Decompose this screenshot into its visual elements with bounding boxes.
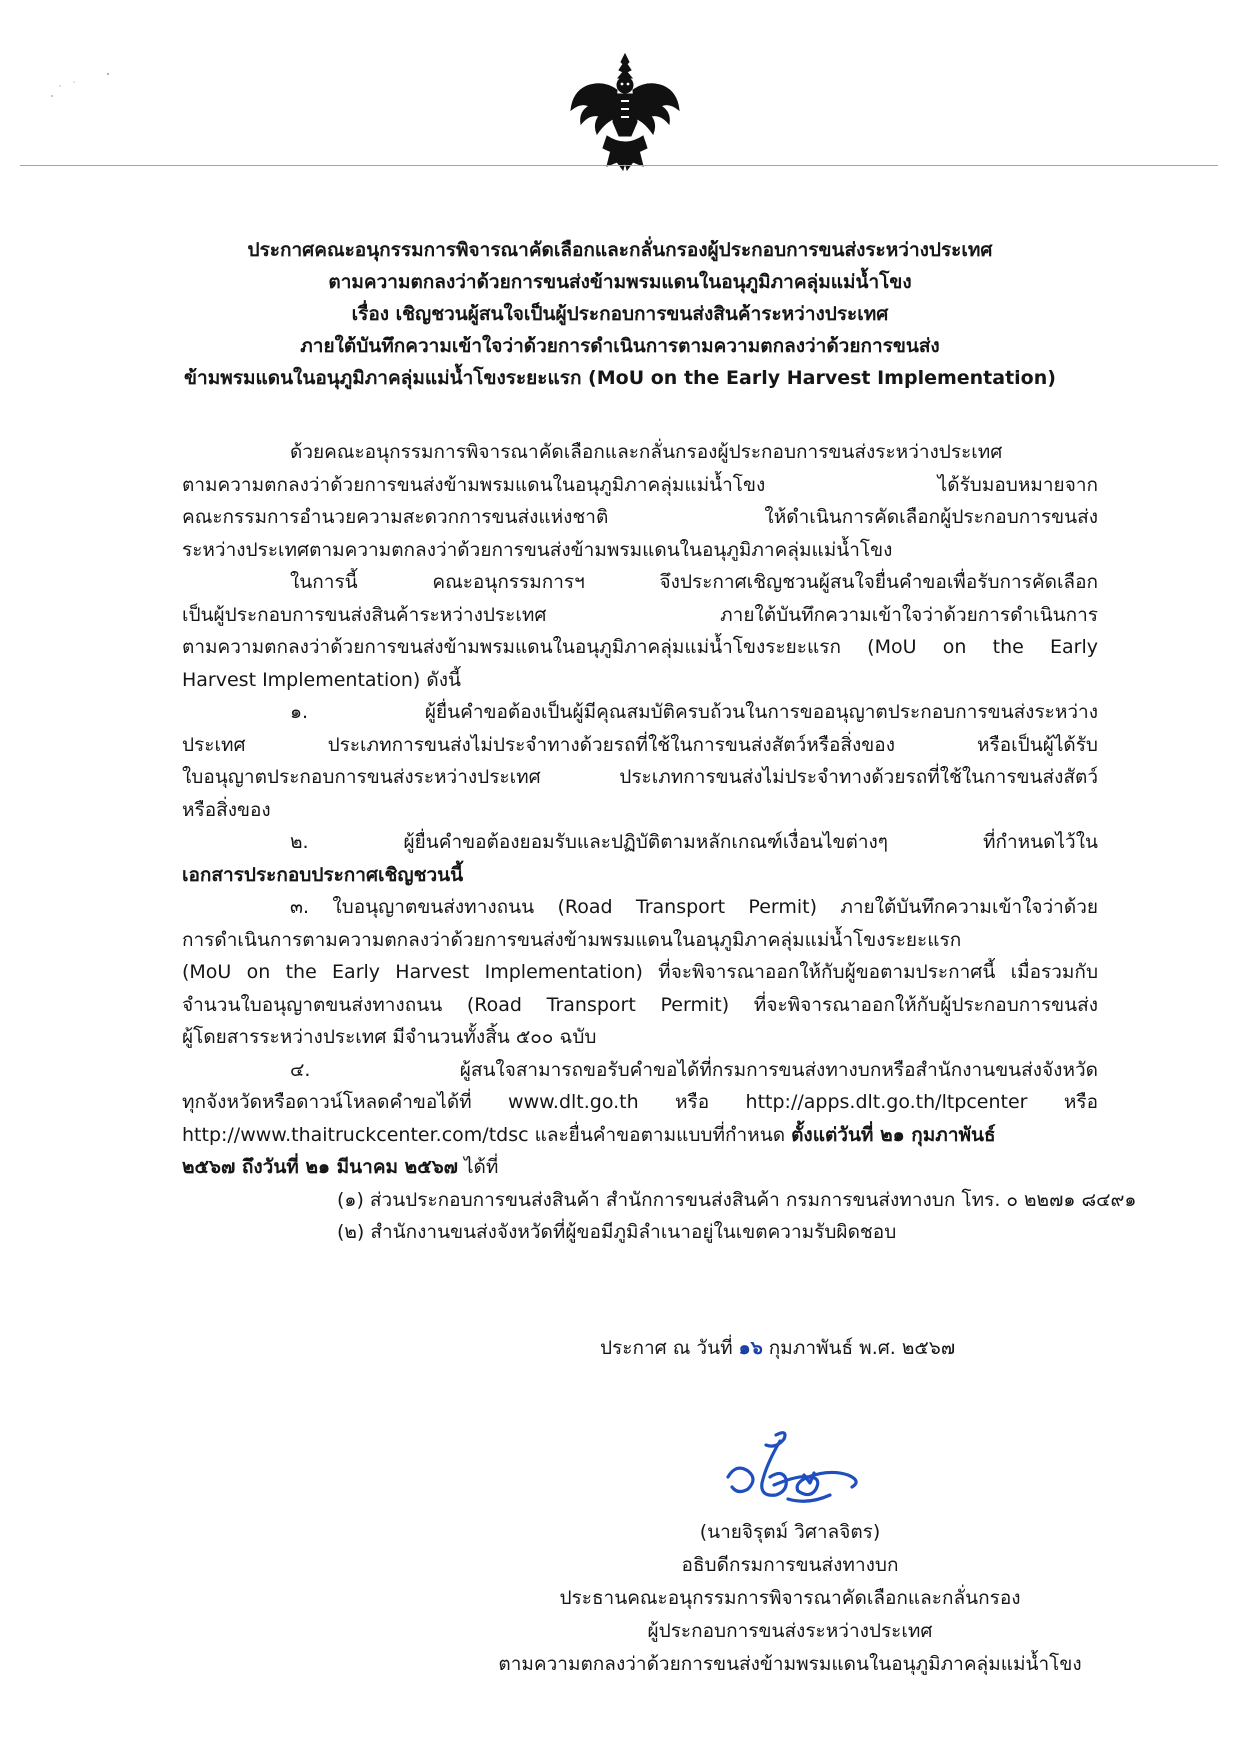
signer-position: อธิบดีกรมการขนส่งทางบก — [681, 1554, 899, 1576]
body-line — [182, 1151, 1098, 1184]
contact-item: (๑) ส่วนประกอบการขนส่งสินค้า สำนักการขนส่งสินค้า กรมการขนส่งทางบก โทร. ๐ ๒๒๗๑ ๘๔๙๑ — [337, 1188, 1137, 1211]
body-line: ในการนี้ คณะอนุกรรมการฯ จึงประกาศเชิญชวนผู้สนใจยื่นคำขอเพื่อรับการคัดเลือก — [290, 571, 1098, 593]
body-line: จำนวนใบอนุญาตขนส่งทางถนน (Road Transport Permit) ที่จะพิจารณาออกให้กับผู้ประกอบการขนส่ง — [182, 993, 1098, 1016]
title-line: ประกาศคณะอนุกรรมการพิจารณาคัดเลือกและกลั่นกรองผู้ประกอบการขนส่งระหว่างประเทศ — [247, 239, 993, 261]
signature — [718, 1425, 868, 1515]
signer-position: ประธานคณะอนุกรรมการพิจารณาคัดเลือกและกลั่นกรอง — [559, 1587, 1021, 1609]
body-line: ทุกจังหวัดหรือดาวน์โหลดคำขอได้ที่ www.dlt.go.th หรือ http://apps.dlt.go.th/ltpcenter หรือ — [182, 1091, 1098, 1113]
deadline-end: ๒๕๖๗ ถึงวันที่ ๒๑ มีนาคม ๒๕๖๗ — [182, 1156, 458, 1178]
body-line: การดำเนินการตามความตกลงว่าด้วยการขนส่งข้ามพรมแดนในอนุภูมิภาคลุ่มแม่น้ำโขงระยะแรก — [182, 928, 962, 951]
announce-date — [600, 1333, 955, 1363]
body-line: ๒. ผู้ยื่นคำขอต้องยอมรับและปฏิบัติตามหลักเกณฑ์เงื่อนไขต่างๆ ที่กำหนดไว้ใน — [290, 831, 1098, 853]
signer-position: ผู้ประกอบการขนส่งระหว่างประเทศ — [647, 1620, 933, 1642]
body-line — [182, 1119, 1098, 1152]
body-line: ผู้โดยสารระหว่างประเทศ มีจำนวนทั้งสิ้น ๕๐๐ ฉบับ — [182, 1026, 597, 1048]
body-text: http://www.thaitruckcenter.com/tdsc และยื่นคำขอตามแบบที่กำหนด — [182, 1123, 792, 1146]
scan-specks — [44, 64, 134, 104]
signer-name: (นายจิรุตม์ วิศาลจิตร) — [699, 1521, 881, 1543]
body-line: ๔. ผู้สนใจสามารถขอรับคำขอได้ที่กรมการขนส่งทางบกหรือสำนักงานขนส่งจังหวัด — [290, 1058, 1098, 1081]
body-line: ตามความตกลงว่าด้วยการขนส่งข้ามพรมแดนในอนุภูมิภาคลุ่มแม่น้ำโขงระยะแรก (MoU on the Early — [182, 636, 1098, 658]
body-line: ระหว่างประเทศตามความตกลงว่าด้วยการขนส่งข้ามพรมแดนในอนุภูมิภาคลุ่มแม่น้ำโขง — [182, 538, 893, 561]
contact-item: (๒) สำนักงานขนส่งจังหวัดที่ผู้ขอมีภูมิลำเนาอยู่ในเขตความรับผิดชอบ — [337, 1221, 897, 1243]
body-line: ๓. ใบอนุญาตขนส่งทางถนน (Road Transport Permit) ภายใต้บันทึกความเข้าใจว่าด้วย — [290, 896, 1098, 918]
body-line: เป็นผู้ประกอบการขนส่งสินค้าระหว่างประเทศ ภายใต้บันทึกความเข้าใจว่าด้วยการดำเนินการ — [182, 603, 1098, 626]
body-line: ประเทศ ประเภทการขนส่งไม่ประจำทางด้วยรถที่ใช้ในการขนส่งสัตว์หรือสิ่งของ หรือเป็นผู้ได้รับ — [182, 733, 1098, 756]
title-line: ภายใต้บันทึกความเข้าใจว่าด้วยการดำเนินการตามความตกลงว่าด้วยการขนส่ง — [300, 335, 940, 357]
body-line: คณะกรรมการอำนวยความสะดวกการขนส่งแห่งชาติ ให้ดำเนินการคัดเลือกผู้ประกอบการขนส่ง — [182, 506, 1098, 528]
body-line: Harvest Implementation) ดังนี้ — [182, 668, 461, 691]
body-line: ตามความตกลงว่าด้วยการขนส่งข้ามพรมแดนในอนุภูมิภาคลุ่มแม่น้ำโขง ได้รับมอบหมายจาก — [182, 473, 1098, 496]
document-title — [150, 234, 1090, 394]
body-line: ใบอนุญาตประกอบการขนส่งระหว่างประเทศ ประเภทการขนส่งไม่ประจำทางด้วยรถที่ใช้ในการขนส่งสัตว์ — [182, 766, 1098, 788]
garuda-emblem-icon — [567, 52, 683, 172]
title-line: ตามความตกลงว่าด้วยการขนส่งข้ามพรมแดนในอนุภูมิภาคลุ่มแม่น้ำโขง — [328, 271, 912, 293]
title-line: เรื่อง เชิญชวนผู้สนใจเป็นผู้ประกอบการขนส่งสินค้าระหว่างประเทศ — [351, 303, 889, 325]
document-body — [182, 436, 1137, 1249]
date-prefix: ประกาศ ณ วันที่ — [600, 1337, 739, 1359]
body-line: เอกสารประกอบประกาศเชิญชวนนี้ — [182, 863, 464, 886]
signer-block — [470, 1516, 1110, 1681]
body-line: (MoU on the Early Harvest Implementation) ที่จะพิจารณาออกให้กับผู้ขอตามประกาศนี้ เมื่อรวมกับ — [182, 961, 1098, 983]
body-line: หรือสิ่งของ — [182, 798, 271, 821]
date-day: ๑๖ — [738, 1337, 763, 1359]
body-text: ได้ที่ — [457, 1156, 499, 1178]
header-rule — [20, 165, 1218, 166]
title-line: ข้ามพรมแดนในอนุภูมิภาคลุ่มแม่น้ำโขงระยะแรก (MoU on the Early Harvest Implementation) — [184, 367, 1056, 389]
body-line: ด้วยคณะอนุกรรมการพิจารณาคัดเลือกและกลั่นกรองผู้ประกอบการขนส่งระหว่างประเทศ — [290, 441, 1003, 463]
deadline-start: ตั้งแต่วันที่ ๒๑ กุมภาพันธ์ — [791, 1123, 996, 1146]
body-line: ๑. ผู้ยื่นคำขอต้องเป็นผู้มีคุณสมบัติครบถ้วนในการขออนุญาตประกอบการขนส่งระหว่าง — [290, 701, 1098, 723]
signer-position: ตามความตกลงว่าด้วยการขนส่งข้ามพรมแดนในอนุภูมิภาคลุ่มแม่น้ำโขง — [498, 1653, 1082, 1675]
date-suffix: กุมภาพันธ์ พ.ศ. ๒๕๖๗ — [762, 1337, 956, 1359]
